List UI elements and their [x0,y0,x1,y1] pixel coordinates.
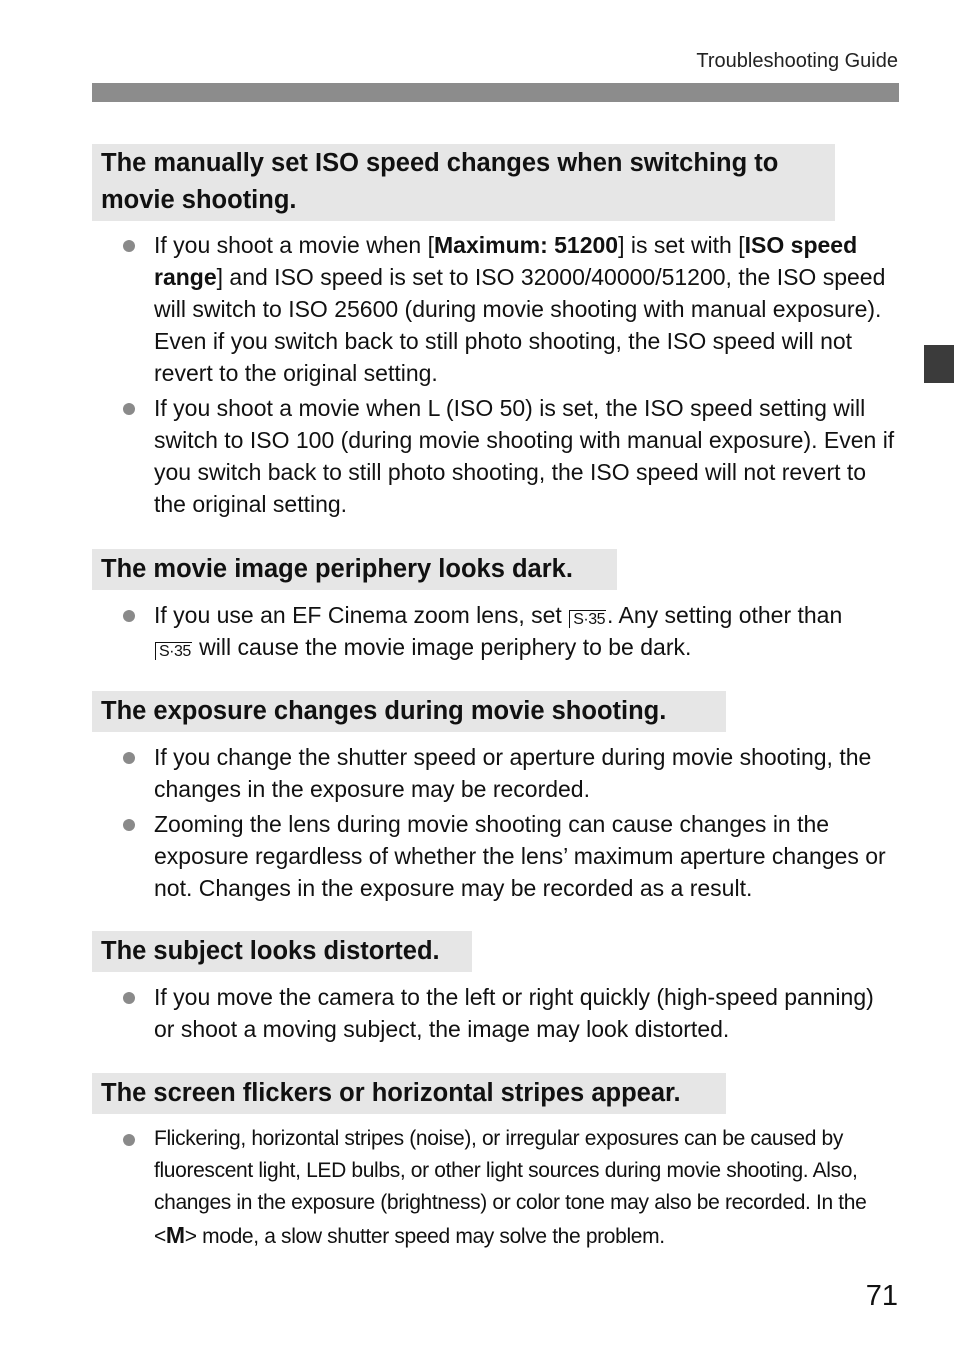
list-item: If you use an EF Cinema zoom lens, set S·35. Any setting other than S·35 will cause the movie image periphery to be dark. [92,599,899,663]
section-heading: The manually set ISO speed changes when switching to movie shooting. [92,144,835,221]
section-heading: The exposure changes during movie shooting. [92,691,726,732]
section-subject-distorted [92,931,899,1045]
section-screen-flickers [92,1073,899,1253]
header-rule [92,83,899,102]
list-item: If you move the camera to the left or right quickly (high-speed panning) or shoot a moving subject, the image may look distorted. [92,981,899,1045]
bullet-list [92,1123,899,1253]
list-item: Flickering, horizontal stripes (noise), or irregular exposures can be caused by fluorescent light, LED bulbs, or other light sources during movie shooting. Also, changes in the exposure (brightness) or color tone may also be recorded. In the <M> mode, a slow shutter speed may solve the problem. [92,1123,899,1253]
page-number: 71 [865,1280,898,1312]
list-item: If you shoot a movie when L (ISO 50) is set, the ISO speed setting will switch to ISO 100 (during movie shooting with manual exposure). Even if you switch back to still photo shooting, the ISO speed will not revert to the original setting. [92,392,899,520]
list-item: If you change the shutter speed or aperture during movie shooting, the changes in the exposure may be recorded. [92,741,899,805]
list-item: Zooming the lens during movie shooting can cause changes in the exposure regardless of whether the lens’ maximum aperture changes or not. Changes in the exposure may be recorded as a result. [92,808,899,904]
list-item: If you shoot a movie when [Maximum: 51200] is set with [ISO speed range] and ISO speed is set to ISO 32000/40000/51200, the ISO speed will switch to ISO 25600 (during movie shooting with manual exposure). Even if you switch back to still photo shooting, the ISO speed will not revert to the original setting. [92,229,899,389]
s35-crop-icon: S·35 [569,610,606,628]
section-exposure-changes [92,691,899,904]
section-heading: The subject looks distorted. [92,931,472,972]
chapter-tab-marker [924,345,954,383]
manual-mode-m-icon: M [165,1222,185,1248]
running-header: Troubleshooting Guide [696,50,898,72]
section-heading: The movie image periphery looks dark. [92,549,617,590]
section-iso-speed-changes [92,144,899,520]
section-heading: The screen flickers or horizontal stripes appear. [92,1073,726,1114]
bullet-list [92,599,899,663]
section-periphery-dark [92,549,899,663]
s35-crop-icon: S·35 [155,642,192,660]
bullet-list [92,229,899,520]
bullet-list [92,981,899,1045]
bullet-list [92,741,899,904]
